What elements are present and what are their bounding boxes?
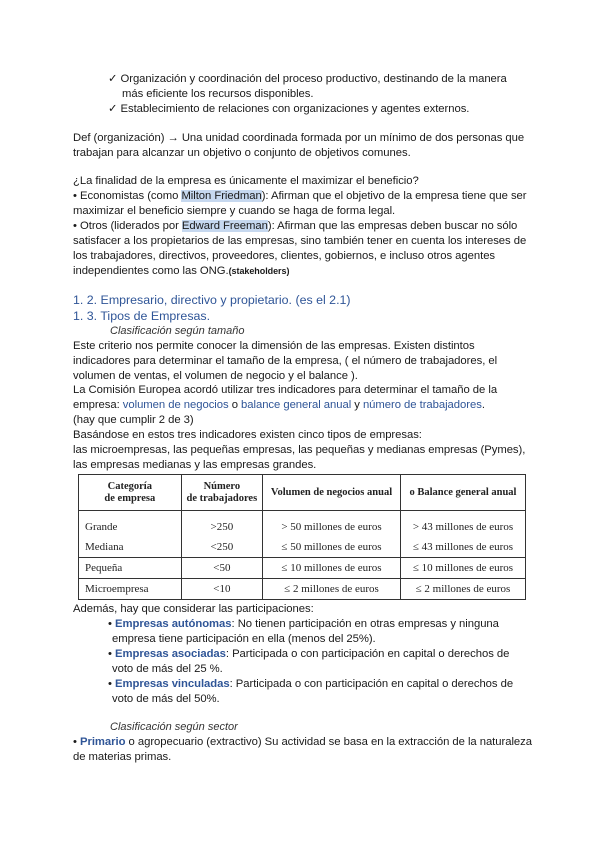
indicators-conj-2: y <box>351 399 363 411</box>
checklist-item-1: ✓ Organización y coordinación del proceso productivo, destinando de la manera <box>108 73 507 85</box>
cell-category: Mediana <box>79 537 182 558</box>
sector-primario-text: o agropecuario (extractivo) Su actividad se basa en la extracción de la naturaleza <box>125 736 532 748</box>
cell-balance: > 43 millones de euros <box>400 511 525 538</box>
stakeholders-tag: (stakeholders) <box>228 266 290 276</box>
sector-primario-line-2: de materias primas. <box>73 751 172 763</box>
cell-category: Pequeña <box>79 558 182 579</box>
header-volumen: Volumen de negocios anual <box>263 475 401 511</box>
size-paragraph-8: las microempresas, las pequeñas empresas, las pequeñas y medianas empresas (Pymes), <box>73 444 526 456</box>
participation-item-1-text: : No tienen participación en otras empresas y ninguna <box>231 618 499 630</box>
subtitle-size: Clasificación según tamaño <box>110 325 245 337</box>
cell-workers: <50 <box>181 558 262 579</box>
otros-line-3: los trabajadores, directivos, proveedores, clientes, gobiernos, e incluso otros agentes <box>73 250 496 262</box>
otros-prefix: • Otros (liderados por <box>73 220 182 232</box>
otros-line-2: satisfacer a los propietarios de las empresas, sino también tener en cuenta los intereses de <box>73 235 527 247</box>
bullet: • <box>108 648 115 660</box>
participation-item-2-text: : Participada o con participación en capital o derechos de <box>225 648 510 660</box>
cell-workers: >250 <box>181 511 262 538</box>
term-empresas-autonomas: Empresas autónomas <box>115 618 232 630</box>
size-paragraph-4: La Comisión Europea acordó utilizar tres indicadores para determinar el tamaño de la <box>73 384 498 396</box>
participation-item-2 <box>108 647 509 662</box>
size-paragraph-9: las empresas medianas y las empresas grandes. <box>73 459 317 471</box>
cell-workers: <10 <box>181 579 262 600</box>
cell-balance: ≤ 43 millones de euros <box>400 537 525 558</box>
milton-friedman-highlight: Milton Friedman <box>181 190 262 202</box>
otros-line-4-text: independientes como las ONG. <box>73 265 229 277</box>
participation-item-1-cont: empresa tiene participación en ella (menos del 25%). <box>112 633 376 645</box>
cell-volume: > 50 millones de euros <box>263 511 401 538</box>
table-header-row <box>79 475 526 511</box>
table-row <box>79 511 526 538</box>
header-numero-line-1: Número <box>203 480 241 492</box>
definition-line-1: Def (organización) → Una unidad coordinada formada por un mínimo de dos personas que <box>73 132 525 144</box>
indicator-volumen-negocios: volumen de negocios <box>122 399 229 411</box>
otros-suffix: ): Afirman que las empresas deben buscar no sólo <box>267 220 518 232</box>
indicator-numero-trabajadores: número de trabajadores <box>362 399 482 411</box>
size-paragraph-6: (hay que cumplir 2 de 3) <box>73 414 194 426</box>
bullet: • <box>108 618 115 630</box>
cell-balance: ≤ 2 millones de euros <box>400 579 525 600</box>
participation-item-1 <box>108 617 499 632</box>
size-paragraph-7: Basándose en estos tres indicadores existen cinco tipos de empresas: <box>73 429 422 441</box>
indicators-prefix: empresa: <box>73 399 123 411</box>
heading-1-3: 1. 3. Tipos de Empresas. <box>73 309 211 323</box>
otros-line-1 <box>73 219 517 234</box>
header-balance: o Balance general anual <box>400 475 525 511</box>
header-categoria-line-2: de empresa <box>104 492 156 504</box>
economists-prefix: • Economistas (como <box>73 190 182 202</box>
cell-balance: ≤ 10 millones de euros <box>400 558 525 579</box>
size-paragraph-3: volumen de ventas, el volumen de negocio y el balance ). <box>73 370 358 382</box>
participations-intro: Además, hay que considerar las participaciones: <box>73 603 314 615</box>
cell-category: Microempresa <box>79 579 182 600</box>
size-paragraph-1: Este criterio nos permite conocer la dimensión de las empresas. Existen distintos <box>73 340 475 352</box>
table-row <box>79 558 526 579</box>
cell-volume: ≤ 50 millones de euros <box>263 537 401 558</box>
checklist-item-2: ✓ Establecimiento de relaciones con organizaciones y agentes externos. <box>108 103 470 115</box>
cell-volume: ≤ 10 millones de euros <box>263 558 401 579</box>
otros-line-4 <box>73 264 289 279</box>
heading-1-2: 1. 2. Empresario, directivo y propietario. (es el 2.1) <box>73 293 351 307</box>
economists-suffix: ): Afirman que el objetivo de la empresa tiene que ser <box>261 190 527 202</box>
indicator-balance-general: balance general anual <box>241 399 352 411</box>
table-row <box>79 579 526 600</box>
size-paragraph-2: indicadores para determinar el tamaño de la empresa, ( el número de trabajadores, el <box>73 355 498 367</box>
participation-item-3-cont: voto de más del 50%. <box>112 693 220 705</box>
term-empresas-vinculadas: Empresas vinculadas <box>115 678 230 690</box>
participation-item-3 <box>108 677 513 692</box>
sector-primario-line-1 <box>73 735 532 750</box>
header-categoria <box>79 475 182 511</box>
indicators-conj-1: o <box>228 399 242 411</box>
indicators-suffix: . <box>481 399 485 411</box>
term-empresas-asociadas: Empresas asociadas <box>115 648 226 660</box>
cell-workers: <250 <box>181 537 262 558</box>
cell-category: Grande <box>79 511 182 538</box>
cell-volume: ≤ 2 millones de euros <box>263 579 401 600</box>
subtitle-sector: Clasificación según sector <box>110 721 238 733</box>
edward-freeman-highlight: Edward Freeman <box>181 220 268 232</box>
header-categoria-line-1: Categoría <box>107 480 152 492</box>
header-numero <box>181 475 262 511</box>
table-row <box>79 537 526 558</box>
size-paragraph-5 <box>73 398 485 413</box>
question-title: ¿La finalidad de la empresa es únicamente el maximizar el beneficio? <box>73 175 419 187</box>
economists-line-1 <box>73 189 527 204</box>
participation-item-2-cont: voto de más del 25 %. <box>112 663 223 675</box>
checklist-item-1-cont: más eficiente los recursos disponibles. <box>122 88 314 100</box>
definition-line-2: trabajan para alcanzar un objetivo o conjunto de objetivos comunes. <box>73 147 411 159</box>
bullet: • <box>108 678 115 690</box>
economists-line-2: maximizar el beneficio siempre y cuando se haga de forma legal. <box>73 205 396 217</box>
term-primario: Primario <box>80 736 126 748</box>
participation-item-3-text: : Participada o con participación en capital o derechos de <box>229 678 514 690</box>
company-size-table <box>78 474 526 600</box>
bullet: • <box>73 736 80 748</box>
header-numero-line-2: de trabajadores <box>186 492 258 504</box>
